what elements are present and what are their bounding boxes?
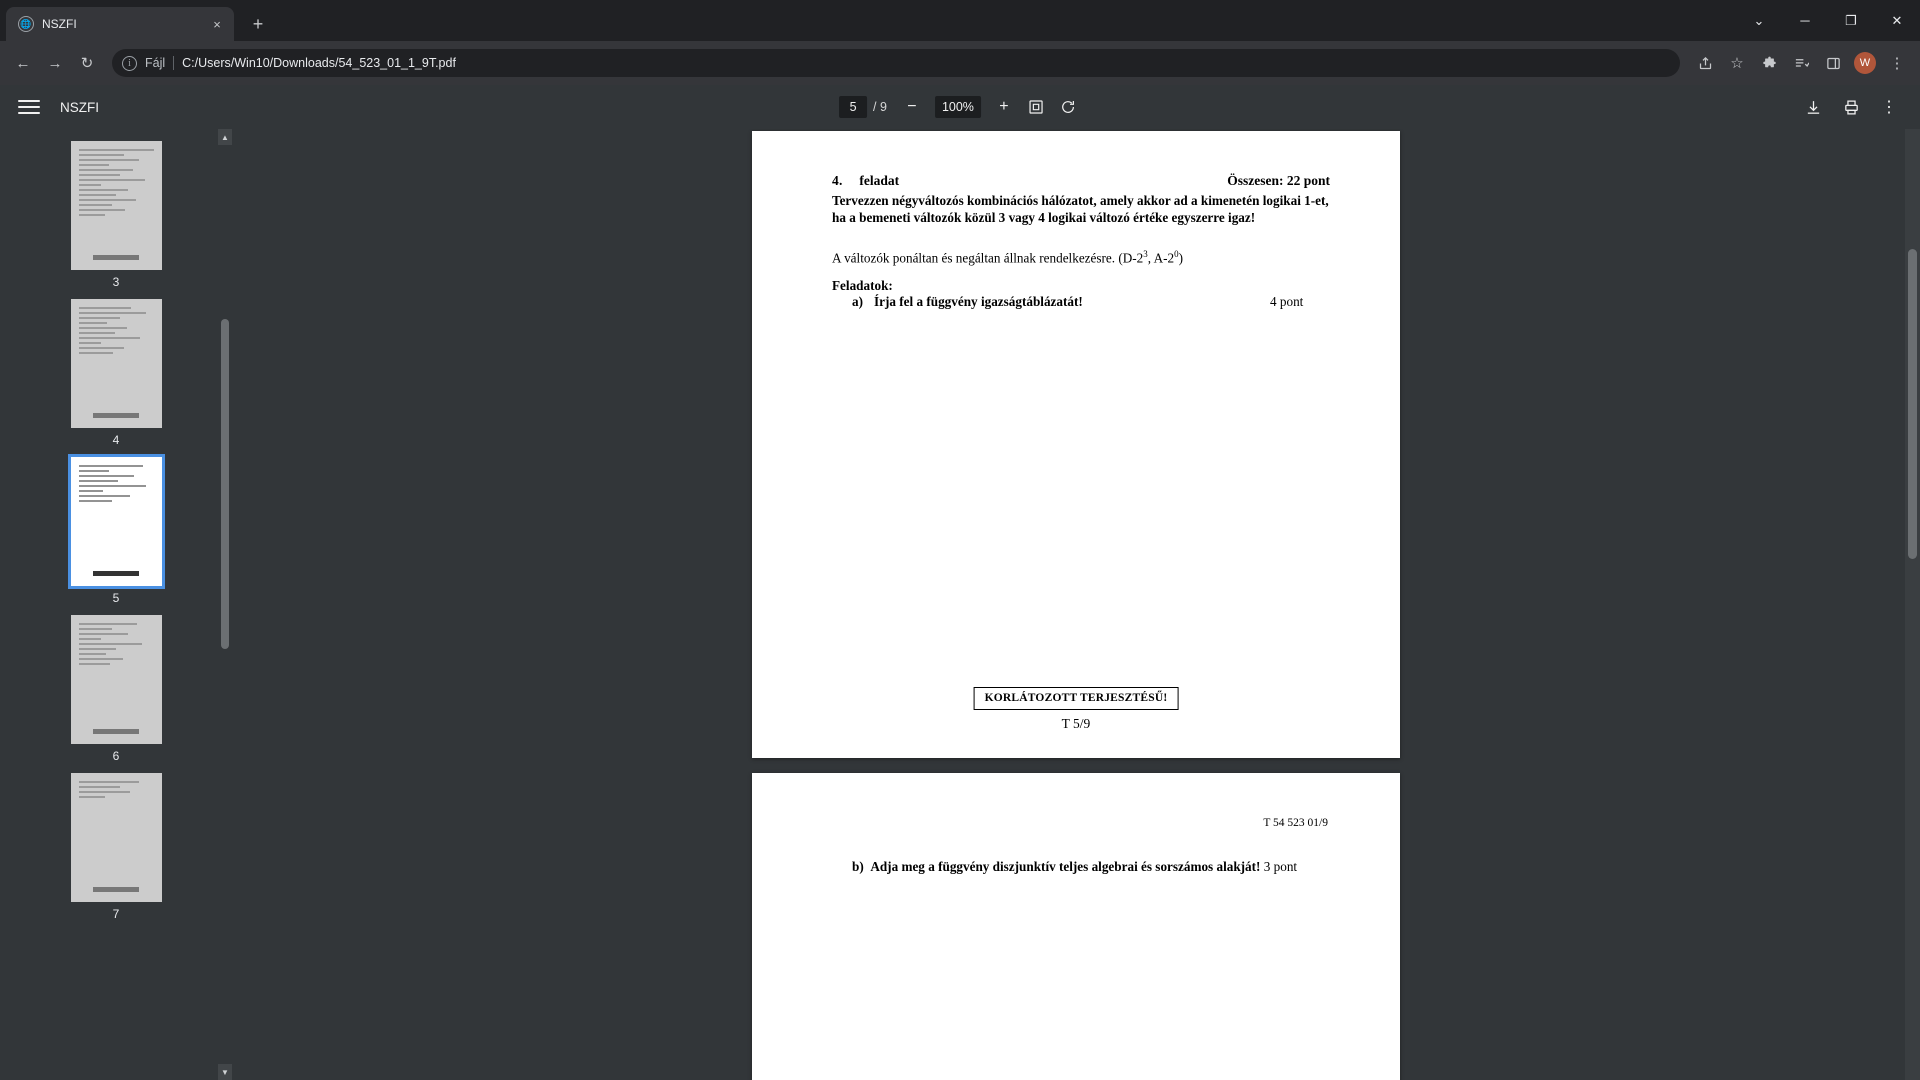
task-line-2: ha a bemeneti változók közül 3 vagy 4 logikai változó értéke egyszerre igaz! [832, 209, 1256, 225]
exercise-word: feladat [859, 173, 900, 188]
pdf-viewer [0, 85, 1920, 1080]
address-bar[interactable] [112, 49, 1680, 77]
thumbnail-scrollbar-thumb[interactable] [221, 319, 229, 649]
thumbnail-panel [0, 129, 232, 1080]
profile-initial: W [1854, 52, 1876, 74]
thumbnail-lines [79, 149, 154, 219]
thumbnail-preview [71, 773, 162, 902]
scroll-up-icon[interactable]: ▲ [218, 129, 232, 145]
task-line-1: Tervezzen négyváltozós kombinációs hálózatot, amely akkor ad a kimenetén logikai 1-et, [832, 193, 1329, 208]
maximize-button[interactable]: ❐ [1845, 12, 1857, 28]
window-close-button[interactable]: ✕ [1891, 12, 1903, 28]
thumbnail-page-3[interactable] [71, 141, 162, 289]
thumbnail-label: 7 [112, 907, 120, 921]
zoom-in-button[interactable]: + [999, 98, 1009, 115]
pdf-page-6 [752, 773, 1400, 1080]
print-icon[interactable] [1838, 94, 1864, 120]
thumbnail-lines [79, 465, 154, 505]
subtask-a-text: Írja fel a függvény igazságtáblázatát! [874, 294, 1083, 309]
window-controls [1736, 0, 1920, 41]
document-code: T 54 523 01/9 [1263, 817, 1328, 829]
pdf-page-5 [752, 131, 1400, 758]
page-total-label: / 9 [873, 100, 887, 114]
zoom-out-button[interactable]: − [907, 98, 917, 115]
url-scheme-label: Fájl [145, 56, 166, 70]
fit-page-icon[interactable] [1023, 94, 1049, 120]
thumbnail-lines [79, 781, 154, 801]
task-note-sup-2: 0 [1174, 249, 1179, 259]
subtask-b [852, 859, 1360, 875]
pdf-page-controls [839, 94, 1081, 120]
pdf-pages-scroll [232, 129, 1920, 1080]
subtask-a [852, 294, 1344, 310]
total-points: Összesen: 22 pont [1227, 173, 1330, 188]
thumbnail-page-5[interactable] [71, 457, 162, 605]
reload-icon[interactable]: ↻ [80, 55, 94, 72]
page-scrollbar[interactable] [1905, 129, 1920, 1080]
url-text: C:/Users/Win10/Downloads/54_523_01_1_9T.pdf [182, 56, 456, 70]
thumbnail-scrollbar[interactable] [218, 129, 232, 1080]
pdf-page-area[interactable] [232, 129, 1920, 1080]
subtask-b-points: 3 pont [1263, 859, 1298, 874]
tab-title: NSZFI [42, 17, 77, 31]
pdf-document-title: NSZFI [60, 99, 99, 115]
exercise-number: 4. [832, 173, 843, 188]
browser-toolbar [0, 41, 1920, 85]
subtask-b-text: Adja meg a függvény diszjunktív teljes algebrai és sorszámos alakját! [870, 859, 1261, 874]
pdf-toolbar [0, 85, 1920, 129]
new-tab-button[interactable]: + [252, 13, 264, 34]
thumbnail-list [0, 129, 232, 931]
pdf-toolbar-right [1800, 94, 1902, 120]
toolbar-right-group [1690, 48, 1912, 78]
thumbnail-stamp [93, 571, 139, 576]
exercise-header [832, 173, 1330, 189]
thumbnail-stamp [93, 413, 139, 418]
thumbnail-stamp [93, 887, 139, 892]
task-note [832, 249, 1183, 266]
thumbnail-label: 3 [112, 275, 120, 289]
extensions-puzzle-icon[interactable] [1754, 48, 1784, 78]
bookmark-star-icon[interactable]: ☆ [1730, 55, 1744, 72]
thumbnail-preview [71, 141, 162, 270]
info-icon[interactable]: i [122, 56, 137, 71]
zoom-level-value[interactable]: 100% [935, 96, 981, 118]
thumbnail-label: 4 [112, 433, 120, 447]
omnibox-divider [173, 56, 174, 70]
page-5-content [752, 131, 1400, 758]
thumbnail-page-4[interactable] [71, 299, 162, 447]
thumbnail-lines [79, 307, 154, 357]
thumbnail-label: 6 [112, 749, 120, 763]
task-description [832, 193, 1344, 226]
thumbnail-label: 5 [112, 591, 120, 605]
task-note-sup-1: 3 [1143, 249, 1148, 259]
page-scrollbar-thumb[interactable] [1908, 249, 1917, 559]
page-footer: T 5/9 [1061, 716, 1091, 731]
forward-icon[interactable]: → [47, 54, 63, 72]
subtask-a-points: 4 pont [1270, 294, 1304, 309]
download-icon[interactable] [1800, 94, 1826, 120]
thumbnail-stamp [93, 255, 139, 260]
task-note-prefix: A változók ponáltan és negáltan állnak rendelkezésre. (D-2 [832, 250, 1144, 266]
thumbnail-stamp [93, 729, 139, 734]
tasks-heading: Feladatok: [832, 278, 893, 293]
subtask-a-label: a) [852, 294, 863, 309]
thumbnail-page-7[interactable] [71, 773, 162, 921]
hamburger-icon[interactable] [18, 100, 40, 114]
task-note-suffix: ) [1178, 250, 1183, 266]
chevron-down-icon[interactable]: ⌄ [1753, 12, 1765, 28]
thumbnail-preview [71, 615, 162, 744]
avatar[interactable] [1850, 48, 1880, 78]
restricted-stamp: KORLÁTOZOTT TERJESZTÉSŰ! [974, 687, 1179, 710]
scroll-down-icon[interactable]: ▼ [218, 1064, 232, 1080]
reading-list-icon[interactable] [1786, 48, 1816, 78]
page-number-input[interactable] [839, 96, 867, 118]
share-icon[interactable] [1690, 48, 1720, 78]
thumbnail-preview [71, 299, 162, 428]
close-icon[interactable]: × [213, 16, 221, 32]
exercise-number-group [832, 173, 899, 189]
tab-nszfi[interactable] [6, 7, 234, 41]
minimize-button[interactable]: ─ [1800, 13, 1810, 28]
page-6-content [752, 773, 1400, 1080]
thumbnail-page-6[interactable] [71, 615, 162, 763]
back-icon[interactable]: ← [15, 54, 31, 72]
rotate-icon[interactable] [1055, 94, 1081, 120]
side-panel-icon[interactable] [1818, 48, 1848, 78]
browser-menu-icon[interactable]: ⋮ [1889, 55, 1905, 72]
thumbnail-preview [71, 457, 162, 586]
subtask-b-label: b) [852, 859, 864, 874]
globe-icon: 🌐 [18, 16, 34, 32]
thumbnail-lines [79, 623, 154, 668]
task-note-mid: , A-2 [1147, 250, 1175, 266]
tab-strip [0, 0, 1920, 41]
pdf-body [0, 129, 1920, 1080]
pdf-menu-icon[interactable]: ⋮ [1881, 99, 1897, 116]
